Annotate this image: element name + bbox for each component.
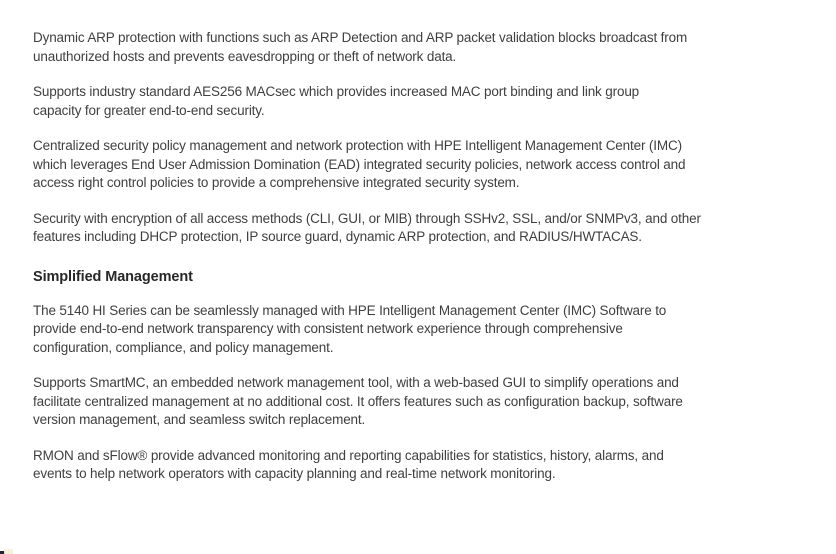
paragraph-line: events to help network operators with capacity planning and real-time network monitoring. <box>33 466 556 481</box>
body-paragraph <box>33 83 810 120</box>
body-paragraph <box>33 29 810 66</box>
paragraph-line: Dynamic ARP protection with functions such as ARP Detection and ARP packet validation blocks broadcast from <box>33 30 688 45</box>
section-heading: Simplified Management <box>33 268 193 285</box>
paragraph-line: Security with encryption of all access methods (CLI, GUI, or MIB) through SSHv2, SSL, and/or SNMPv3, and other <box>33 210 701 226</box>
body-paragraph <box>33 374 810 430</box>
body-paragraph <box>33 137 810 193</box>
paragraph-line: RMON and sFlow® provide advanced monitoring and reporting capabilities for statistics, history, alarms, and <box>33 447 664 463</box>
paragraph-line: unauthorized hosts and prevents eavesdropping or theft of network data. <box>33 48 457 64</box>
page-corner-artifact-tint <box>4 549 13 554</box>
body-paragraph <box>33 447 810 484</box>
body-paragraph <box>33 302 810 358</box>
body-paragraph <box>33 210 810 247</box>
paragraph-line: Supports SmartMC, an embedded network management tool, with a web-based GUI to simplify operations and <box>33 375 679 390</box>
paragraph-line: capacity for greater end-to-end security. <box>33 102 265 118</box>
paragraph-line: facilitate centralized management at no additional cost. It offers features such as configuration backup, software <box>33 393 683 409</box>
paragraph-line: provide end-to-end network transparency with consistent network experience through comprehensive <box>33 321 623 336</box>
paragraph-line: version management, and seamless switch replacement. <box>33 412 366 427</box>
paragraph-line: The 5140 HI Series can be seamlessly managed with HPE Intelligent Management Center (IMC) Software to <box>33 302 667 318</box>
paragraph-line: configuration, compliance, and policy management. <box>33 339 334 355</box>
paragraph-line: which leverages End User Admission Domination (EAD) integrated security policies, network access control and <box>33 156 686 172</box>
paragraph-line: Centralized security policy management and network protection with HPE Intelligent Management Center (IMC) <box>33 138 682 153</box>
paragraph-line: Supports industry standard AES256 MACsec which provides increased MAC port binding and link group <box>33 84 640 99</box>
paragraph-line: access right control policies to provide a comprehensive integrated security system. <box>33 175 520 190</box>
paragraph-line: features including DHCP protection, IP source guard, dynamic ARP protection, and RADIUS/HWTACAS. <box>33 229 642 244</box>
